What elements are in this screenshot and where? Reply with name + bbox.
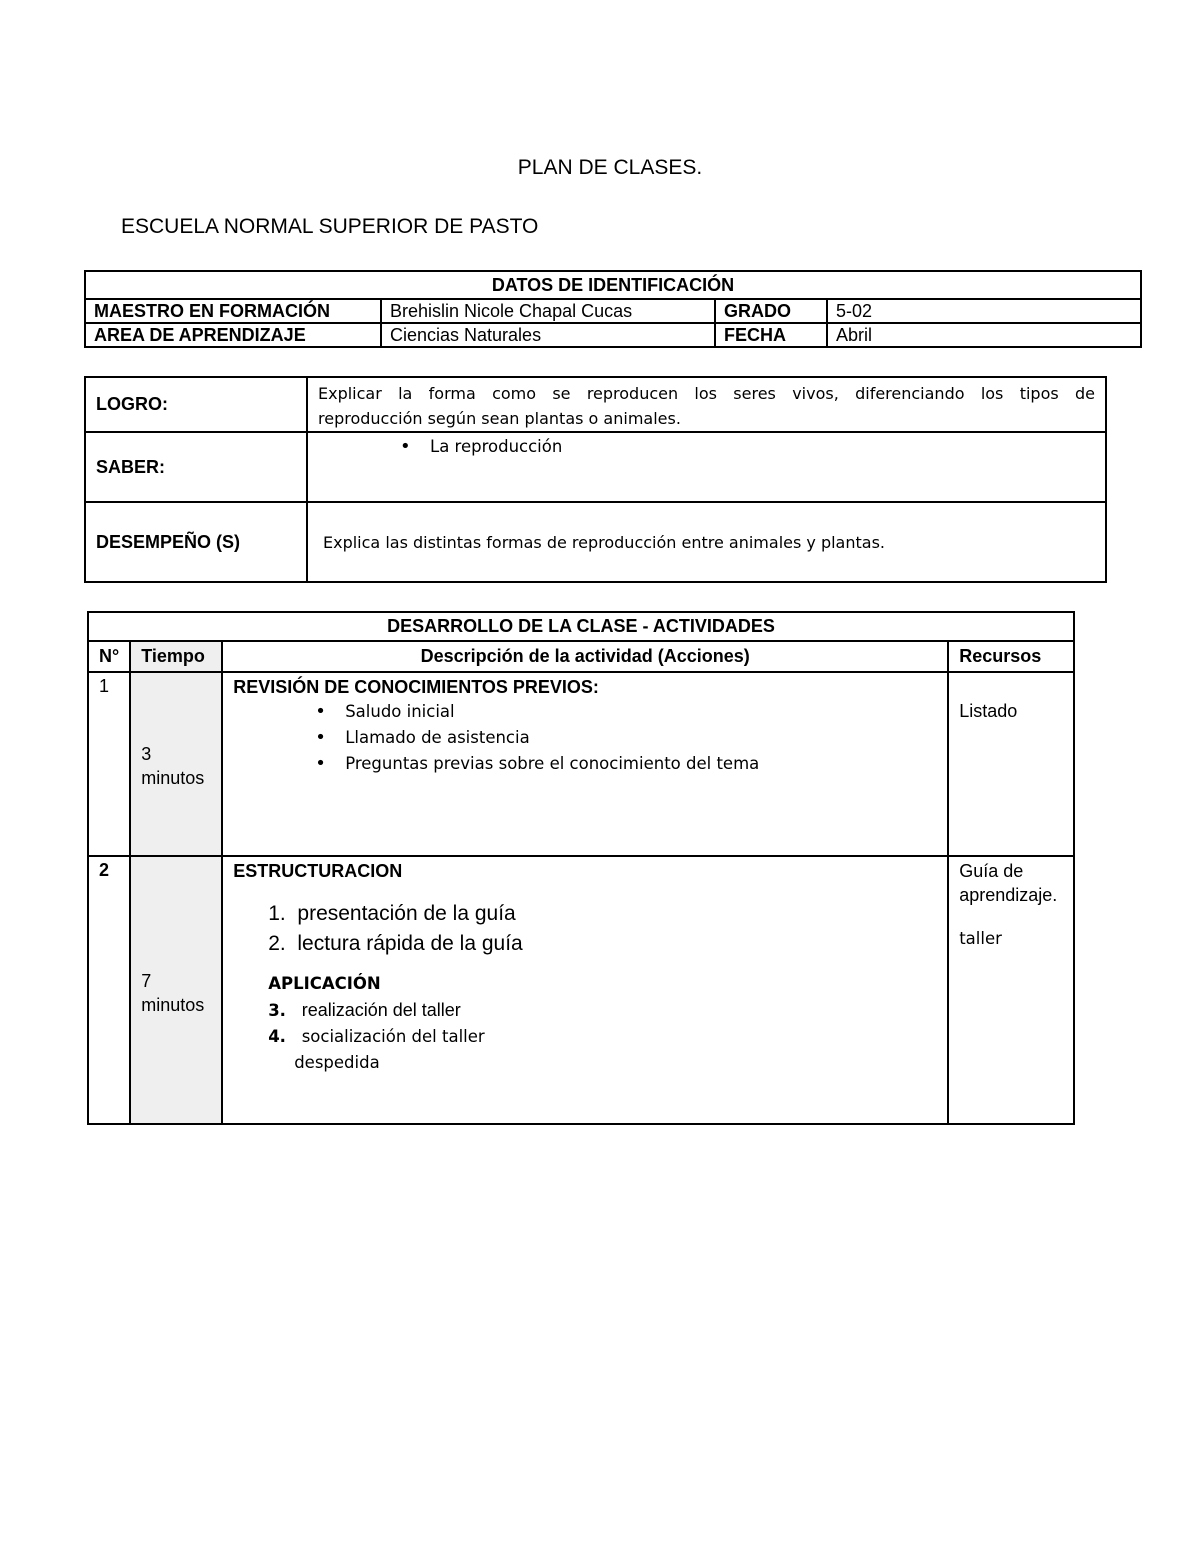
list-item-text: lectura rápida de la guía <box>297 932 523 955</box>
row-number: 2 <box>88 856 130 1124</box>
resource-line-3: taller <box>959 929 1002 948</box>
row-time <box>130 672 222 856</box>
row-time-value: 7 <box>141 971 152 991</box>
list-item: • Saludo inicial <box>345 699 937 725</box>
grade-value: 5-02 <box>827 299 1141 323</box>
date-label: FECHA <box>715 323 827 347</box>
col-description-header: Descripción de la actividad (Acciones) <box>222 641 948 672</box>
row-time-unit: minutos <box>141 768 205 788</box>
row-description <box>222 672 948 856</box>
identification-table <box>84 270 1142 348</box>
col-number-header: N° <box>88 641 130 672</box>
row-closing: despedida <box>294 1053 380 1072</box>
row-heading: ESTRUCTURACION <box>233 861 403 881</box>
row-resource <box>948 856 1074 1124</box>
table-row <box>88 672 1074 856</box>
saber-list <box>318 434 1095 460</box>
resource-line-2: aprendizaje. <box>959 885 1058 905</box>
list-item <box>268 997 937 1024</box>
logro-label: LOGRO: <box>85 377 307 432</box>
list-item-text: socialización del taller <box>301 1027 485 1046</box>
school-name: ESCUELA NORMAL SUPERIOR DE PASTO <box>121 215 539 238</box>
saber-item: • La reproducción <box>430 434 1095 460</box>
list-number: 1. <box>268 902 286 925</box>
table-row <box>88 856 1074 1124</box>
row-description <box>222 856 948 1124</box>
row-time-value: 3 <box>141 744 152 764</box>
saber-value <box>307 432 1106 502</box>
col-resources-header: Recursos <box>948 641 1074 672</box>
list-item: • Llamado de asistencia <box>345 725 937 751</box>
list-item-text: presentación de la guía <box>297 902 516 925</box>
list-item-text: realización del taller <box>301 1000 461 1020</box>
document-title: PLAN DE CLASES. <box>517 156 703 179</box>
saber-label: SABER: <box>85 432 307 502</box>
row-time-unit: minutos <box>141 995 205 1015</box>
area-value: Ciencias Naturales <box>381 323 715 347</box>
logro-line-2: reproducción según sean plantas o animales. <box>318 409 681 428</box>
row-numbered-list <box>233 899 937 959</box>
desempeno-label: DESEMPEÑO (S) <box>85 502 307 582</box>
date-value: Abril <box>827 323 1141 347</box>
desempeno-value: Explica las distintas formas de reproducción entre animales y plantas. <box>307 502 1106 582</box>
col-time-header: Tiempo <box>130 641 222 672</box>
list-item <box>268 929 937 959</box>
area-label: AREA DE APRENDIZAJE <box>85 323 381 347</box>
grade-label: GRADO <box>715 299 827 323</box>
activities-table <box>87 611 1075 1125</box>
row-time <box>130 856 222 1124</box>
activities-header: DESARROLLO DE LA CLASE - ACTIVIDADES <box>88 612 1074 641</box>
objectives-table <box>84 376 1107 583</box>
logro-line-1: Explicar la forma como se reproducen los seres vivos, diferenciando los tipos de <box>318 384 1095 403</box>
list-number: 4. <box>268 1027 286 1046</box>
row-number: 1 <box>88 672 130 856</box>
teacher-value: Brehislin Nicole Chapal Cucas <box>381 299 715 323</box>
logro-value <box>307 377 1106 432</box>
list-item: • Preguntas previas sobre el conocimiento del tema <box>345 751 937 777</box>
row-heading: REVISIÓN DE CONOCIMIENTOS PREVIOS: <box>233 677 599 697</box>
list-item <box>268 1024 937 1050</box>
list-item <box>268 899 937 929</box>
row-sub-list <box>233 997 937 1076</box>
list-number: 3. <box>268 1001 286 1020</box>
list-number: 2. <box>268 932 286 955</box>
resource-line-1: Guía de <box>959 861 1024 881</box>
teacher-label: MAESTRO EN FORMACIÓN <box>85 299 381 323</box>
identification-header: DATOS DE IDENTIFICACIÓN <box>85 271 1141 299</box>
row-resource: Listado <box>948 672 1074 856</box>
row-sub-heading: APLICACIÓN <box>268 974 381 993</box>
row-bullet-list <box>233 699 937 777</box>
